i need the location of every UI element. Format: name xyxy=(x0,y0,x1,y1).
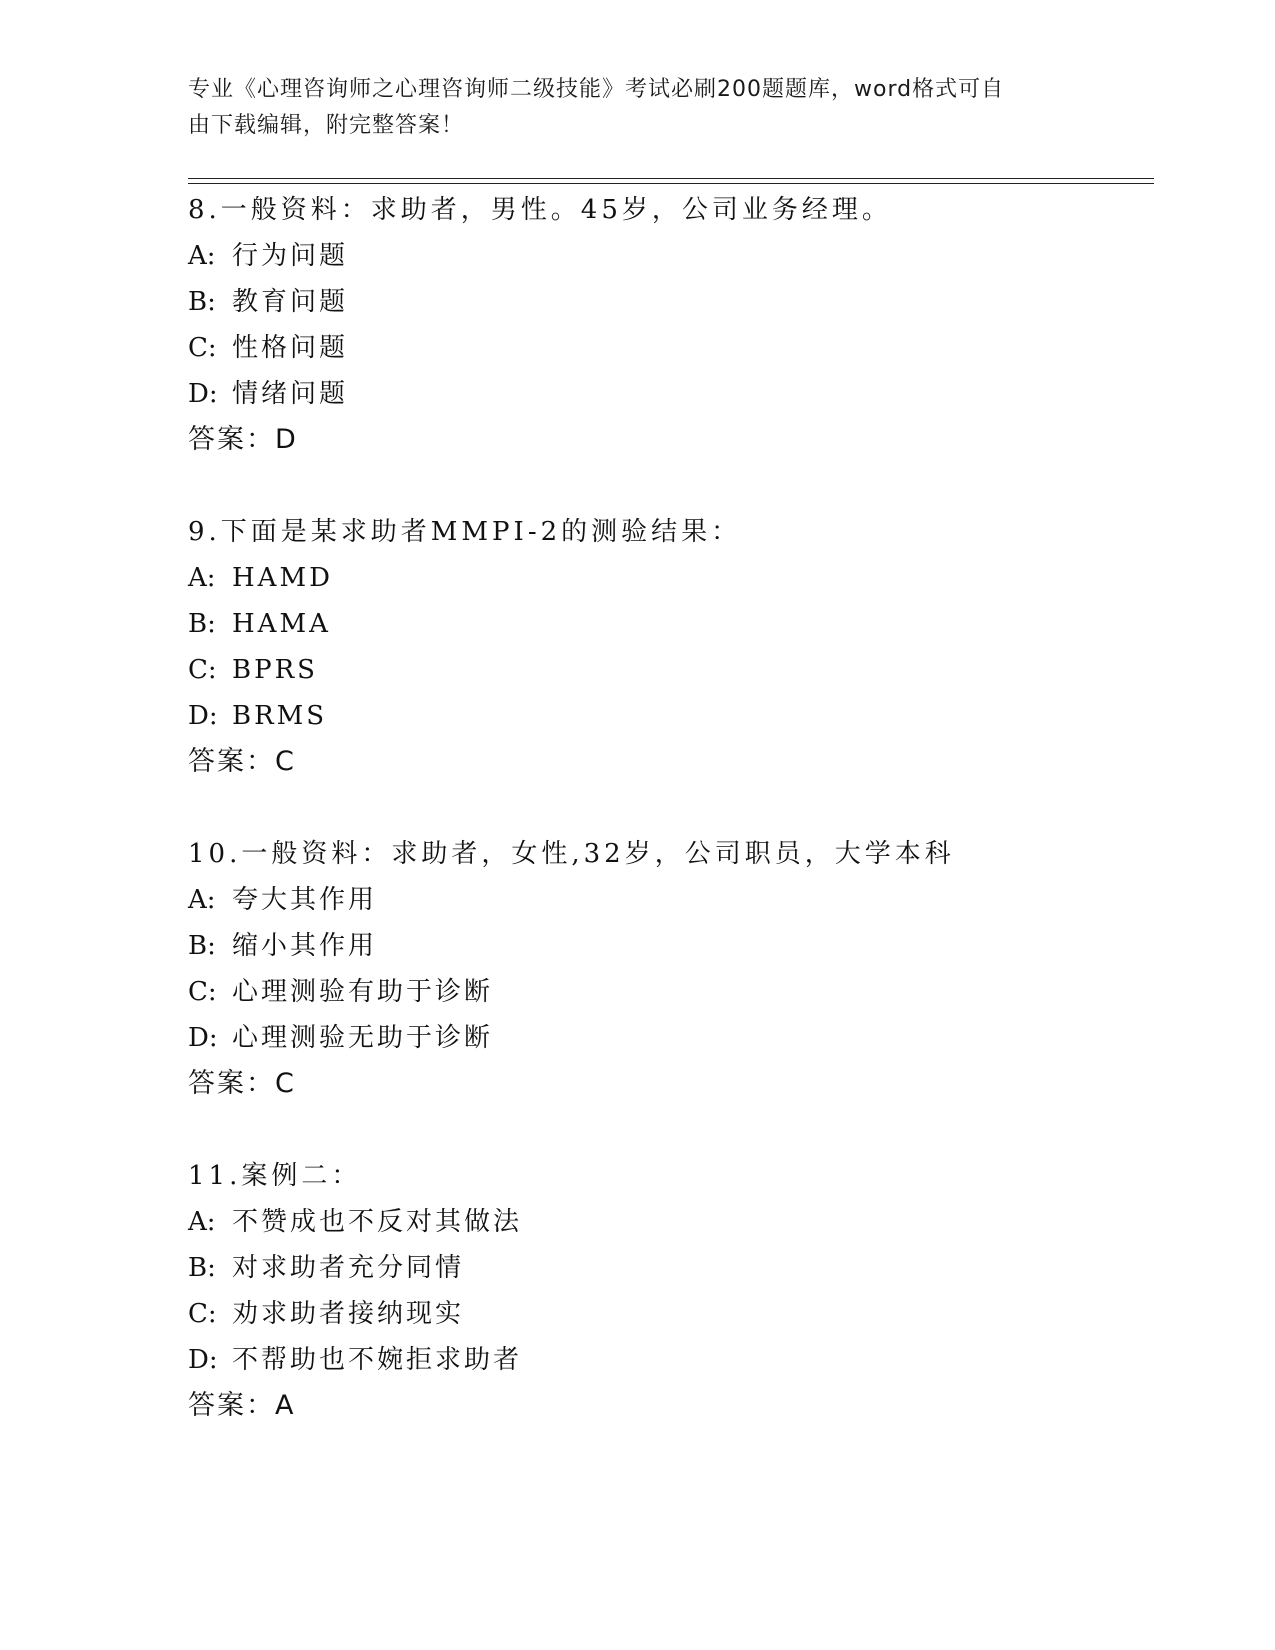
option-a xyxy=(188,877,1148,923)
option-letter: A: xyxy=(188,241,216,271)
option-b xyxy=(188,601,1148,647)
header-divider-top xyxy=(188,178,1154,179)
answer-line: 答案：D xyxy=(188,424,298,455)
option-text: BRMS xyxy=(232,701,328,731)
option-text: 教育问题 xyxy=(232,287,349,317)
option-text: HAMA xyxy=(232,609,331,639)
question-list xyxy=(188,187,1148,1475)
option-d xyxy=(188,1015,1148,1061)
header-line-1: 专业《心理咨询师之心理咨询师二级技能》考试必刷200题题库，word格式可自 xyxy=(188,77,1005,102)
option-text: 对求助者充分同情 xyxy=(232,1253,465,1283)
option-c xyxy=(188,325,1148,371)
question-stem: 11.案例二： xyxy=(188,1161,362,1191)
option-letter: D: xyxy=(188,1023,218,1053)
option-a xyxy=(188,233,1148,279)
option-letter: A: xyxy=(188,563,216,593)
option-text: 心理测验有助于诊断 xyxy=(232,977,494,1007)
question-10 xyxy=(188,831,1148,1107)
option-letter: A: xyxy=(188,885,216,915)
option-text: 缩小其作用 xyxy=(232,931,378,961)
option-letter: C: xyxy=(188,333,217,363)
option-text: 夸大其作用 xyxy=(232,885,378,915)
option-d xyxy=(188,1337,1148,1383)
option-text: 性格问题 xyxy=(232,333,349,363)
option-b xyxy=(188,1245,1148,1291)
question-stem: 10.一般资料：求助者，女性,32岁，公司职员，大学本科 xyxy=(188,839,955,869)
answer-line: 答案：C xyxy=(188,1068,296,1099)
option-text: BPRS xyxy=(232,655,318,685)
option-b xyxy=(188,923,1148,969)
option-letter: B: xyxy=(188,1253,216,1283)
option-d xyxy=(188,371,1148,417)
option-d xyxy=(188,693,1148,739)
question-stem: 8.一般资料：求助者，男性。45岁，公司业务经理。 xyxy=(188,195,892,225)
option-a xyxy=(188,555,1148,601)
option-letter: B: xyxy=(188,609,216,639)
option-text: 行为问题 xyxy=(232,241,349,271)
question-8 xyxy=(188,187,1148,463)
header-line-2: 由下载编辑，附完整答案！ xyxy=(188,113,465,138)
option-text: 不帮助也不婉拒求助者 xyxy=(232,1345,523,1375)
question-9 xyxy=(188,509,1148,785)
option-c xyxy=(188,969,1148,1015)
option-text: 心理测验无助于诊断 xyxy=(232,1023,494,1053)
answer-line: 答案：A xyxy=(188,1390,296,1421)
option-text: 劝求助者接纳现实 xyxy=(232,1299,465,1329)
document-header xyxy=(188,72,1068,144)
option-a xyxy=(188,1199,1148,1245)
option-letter: A: xyxy=(188,1207,216,1237)
option-letter: C: xyxy=(188,655,217,685)
question-11 xyxy=(188,1153,1148,1429)
option-c xyxy=(188,647,1148,693)
option-text: HAMD xyxy=(232,563,333,593)
header-divider-bottom xyxy=(188,183,1154,184)
option-letter: C: xyxy=(188,1299,217,1329)
option-c xyxy=(188,1291,1148,1337)
option-b xyxy=(188,279,1148,325)
question-stem: 9.下面是某求助者MMPI-2的测验结果： xyxy=(188,517,742,547)
option-letter: B: xyxy=(188,931,216,961)
option-letter: B: xyxy=(188,287,216,317)
option-letter: D: xyxy=(188,701,218,731)
option-text: 情绪问题 xyxy=(232,379,349,409)
option-text: 不赞成也不反对其做法 xyxy=(232,1207,523,1237)
option-letter: D: xyxy=(188,1345,218,1375)
answer-line: 答案：C xyxy=(188,746,296,777)
option-letter: D: xyxy=(188,379,218,409)
option-letter: C: xyxy=(188,977,217,1007)
